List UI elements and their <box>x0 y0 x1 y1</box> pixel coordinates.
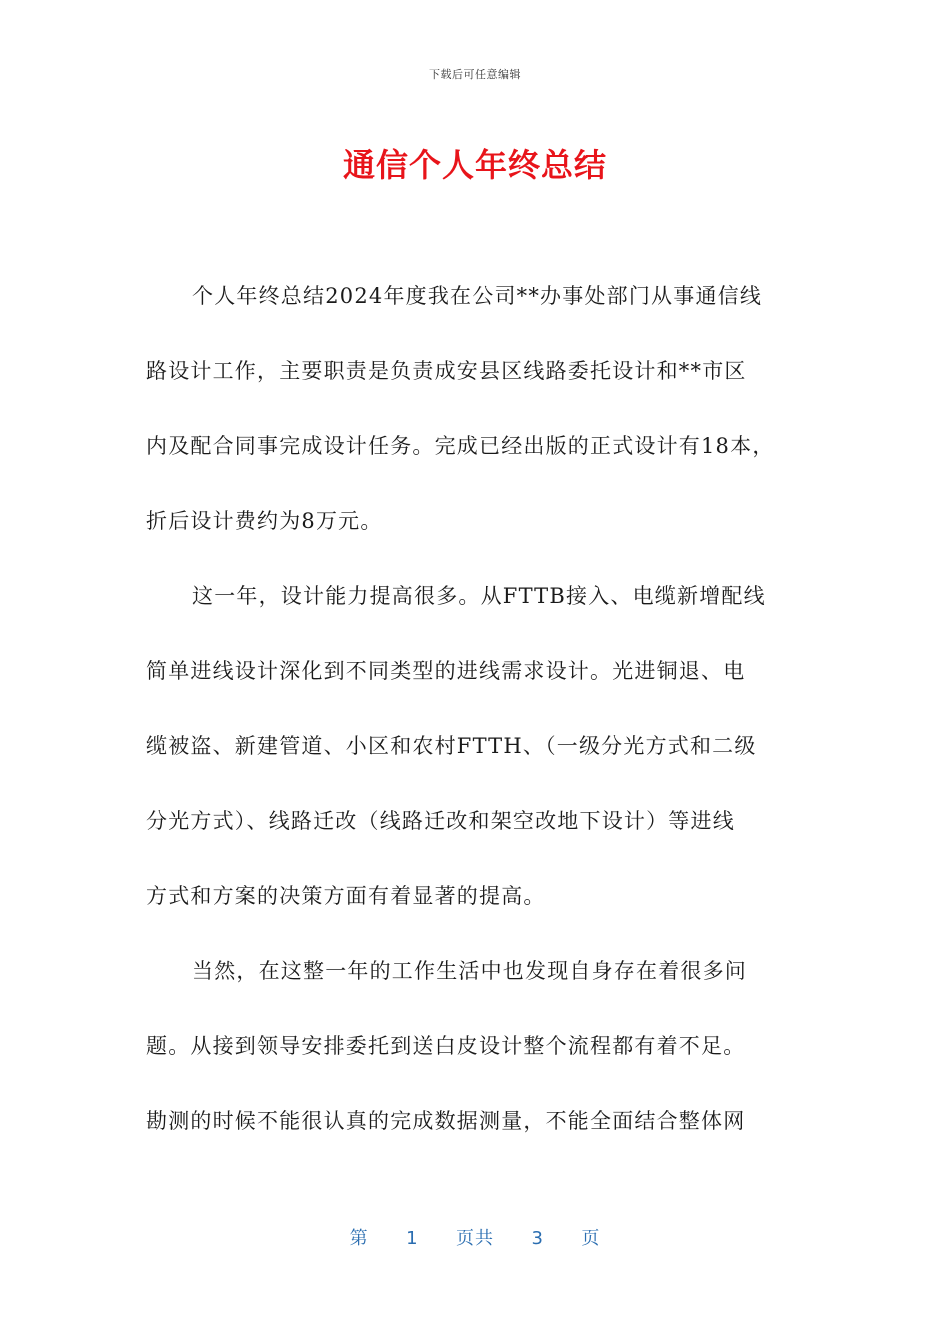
document-title: 通信个人年终总结 <box>342 146 607 184</box>
paragraph-line: 这一年，设计能力提高很多。从FTTB接入、电缆新增配线 <box>192 584 766 608</box>
paragraph-line: 简单进线设计深化到不同类型的进线需求设计。光进铜退、电 <box>146 659 746 683</box>
paragraph-line: 当然，在这整一年的工作生活中也发现自身存在着很多问 <box>192 959 747 983</box>
paragraph-line: 勘测的时候不能很认真的完成数据测量，不能全面结合整体网 <box>146 1109 746 1133</box>
current-page-number: 1 <box>406 1228 419 1249</box>
paragraph-line: 折后设计费约为8万元。 <box>146 509 383 533</box>
paragraph-line: 缆被盗、新建管道、小区和农村FTTH、（一级分光方式和二级 <box>146 734 757 758</box>
paragraph-line: 方式和方案的决策方面有着显著的提高。 <box>146 884 546 908</box>
paragraph-line: 内及配合同事完成设计任务。完成已经出版的正式设计有18本， <box>146 434 775 458</box>
total-pages-number: 3 <box>531 1228 544 1249</box>
document-body <box>146 270 806 1170</box>
paragraph-1 <box>146 270 806 570</box>
page-suffix: 页 <box>581 1228 601 1249</box>
paragraph-line: 个人年终总结2024年度我在公司**办事处部门从事通信线 <box>192 284 763 308</box>
paragraph-line: 题。从接到领导安排委托到送白皮设计整个流程都有着不足。 <box>146 1034 746 1058</box>
page-mid-text: 页共 <box>456 1228 494 1249</box>
page-prefix: 第 <box>349 1228 369 1249</box>
page-number-footer <box>0 1224 950 1250</box>
paragraph-line: 路设计工作，主要职责是负责成安县区线路委托设计和**市区 <box>146 359 747 383</box>
paragraph-2 <box>146 570 806 945</box>
paragraph-3 <box>146 945 806 1170</box>
paragraph-line: 分光方式）、线路迁改（线路迁改和架空改地下设计）等进线 <box>146 809 735 833</box>
header-note: 下载后可任意编辑 <box>429 68 521 81</box>
